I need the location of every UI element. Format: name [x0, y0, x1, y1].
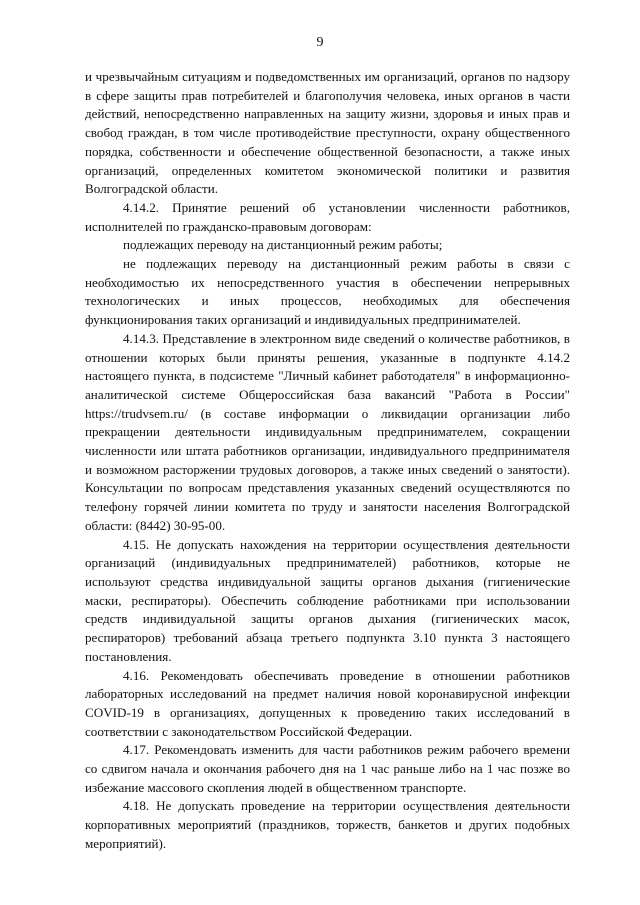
- paragraph-4-16: 4.16. Рекомендовать обеспечивать проведение в отношении работников лабораторных исследований на предмет наличия новой коронавирусной инфекции COVID-19 в организациях, допущенных к проведению таких исследований в соответствии с законодательством Российской Федерации.: [85, 667, 570, 739]
- page-number: 9: [316, 35, 324, 50]
- paragraph-4-14-3: 4.14.3. Представление в электронном виде сведений о количестве работников, в отношении которых были приняты решения, указанные в подпункте 4.14.2 настоящего пункта, в подсистеме "Личный кабинет работодателя" в информационно-аналитической системе Общероссийская база вакансий "Работа в России" https://trudvsem.ru/ (в составе информации о ликвидации организации либо прекращении деятельности индивидуальным предпринимателем, сокращении численности или штата работников организации, индивидуального предпринимателя и возможном расторжении трудовых договоров, а также иных сведений о занятости). Консультации по вопросам представления указанных сведений осуществляются по телефону горячей линии комитета по труду и занятости населения Волгоградской области: (8442) 30-95-00.: [85, 330, 570, 533]
- document-body: [85, 68, 570, 854]
- paragraph-remote-work: подлежащих переводу на дистанционный режим работы;: [123, 237, 443, 253]
- paragraph-non-remote-work: не подлежащих переводу на дистанционный режим работы в связи с необходимостью их непосредственного участия в обеспечении непрерывных технологических и иных процессов, необходимых для обеспечения функционирования таких организаций и индивидуальных предпринимателей.: [85, 256, 570, 328]
- paragraph-4-18: 4.18. Не допускать проведение на территории осуществления деятельности корпоративных мероприятий (праздников, торжеств, банкетов и других подобных мероприятий).: [85, 798, 570, 851]
- paragraph-4-15: 4.15. Не допускать нахождения на территории осуществления деятельности организаций (индивидуальных предпринимателей) работников, которые не используют средства индивидуальной защиты органов дыхания (гигиенические маски, респираторы). Обеспечить соблюдение работниками при использовании средств индивидуальной защиты органов дыхания (гигиенических масок, респираторов) требований абзаца третьего подпункта 3.10 пункта 3 настоящего постановления.: [85, 536, 570, 664]
- paragraph-4-14-2: 4.14.2. Принятие решений об установлении численности работников, исполнителей по гражданско-правовым договорам:: [85, 199, 570, 234]
- paragraph-4-17: 4.17. Рекомендовать изменить для части работников режим рабочего времени со сдвигом начала и окончания рабочего дня на 1 час раньше либо на 1 час позже во избежание массового скопления людей в общественном транспорте.: [85, 742, 570, 795]
- paragraph-continuation: и чрезвычайным ситуациям и подведомственных им организаций, органов по надзору в сфере защиты прав потребителей и благополучия человека, иных органов в части действий, непосредственно направленных на защиту жизни, здоровья и иных прав и свобод граждан, в том числе противодействие преступности, охрану общественного порядка, собственности и обеспечение общественной безопасности, а также иных организаций, определенных комитетом экономической политики и развития Волгоградской области.: [85, 69, 570, 197]
